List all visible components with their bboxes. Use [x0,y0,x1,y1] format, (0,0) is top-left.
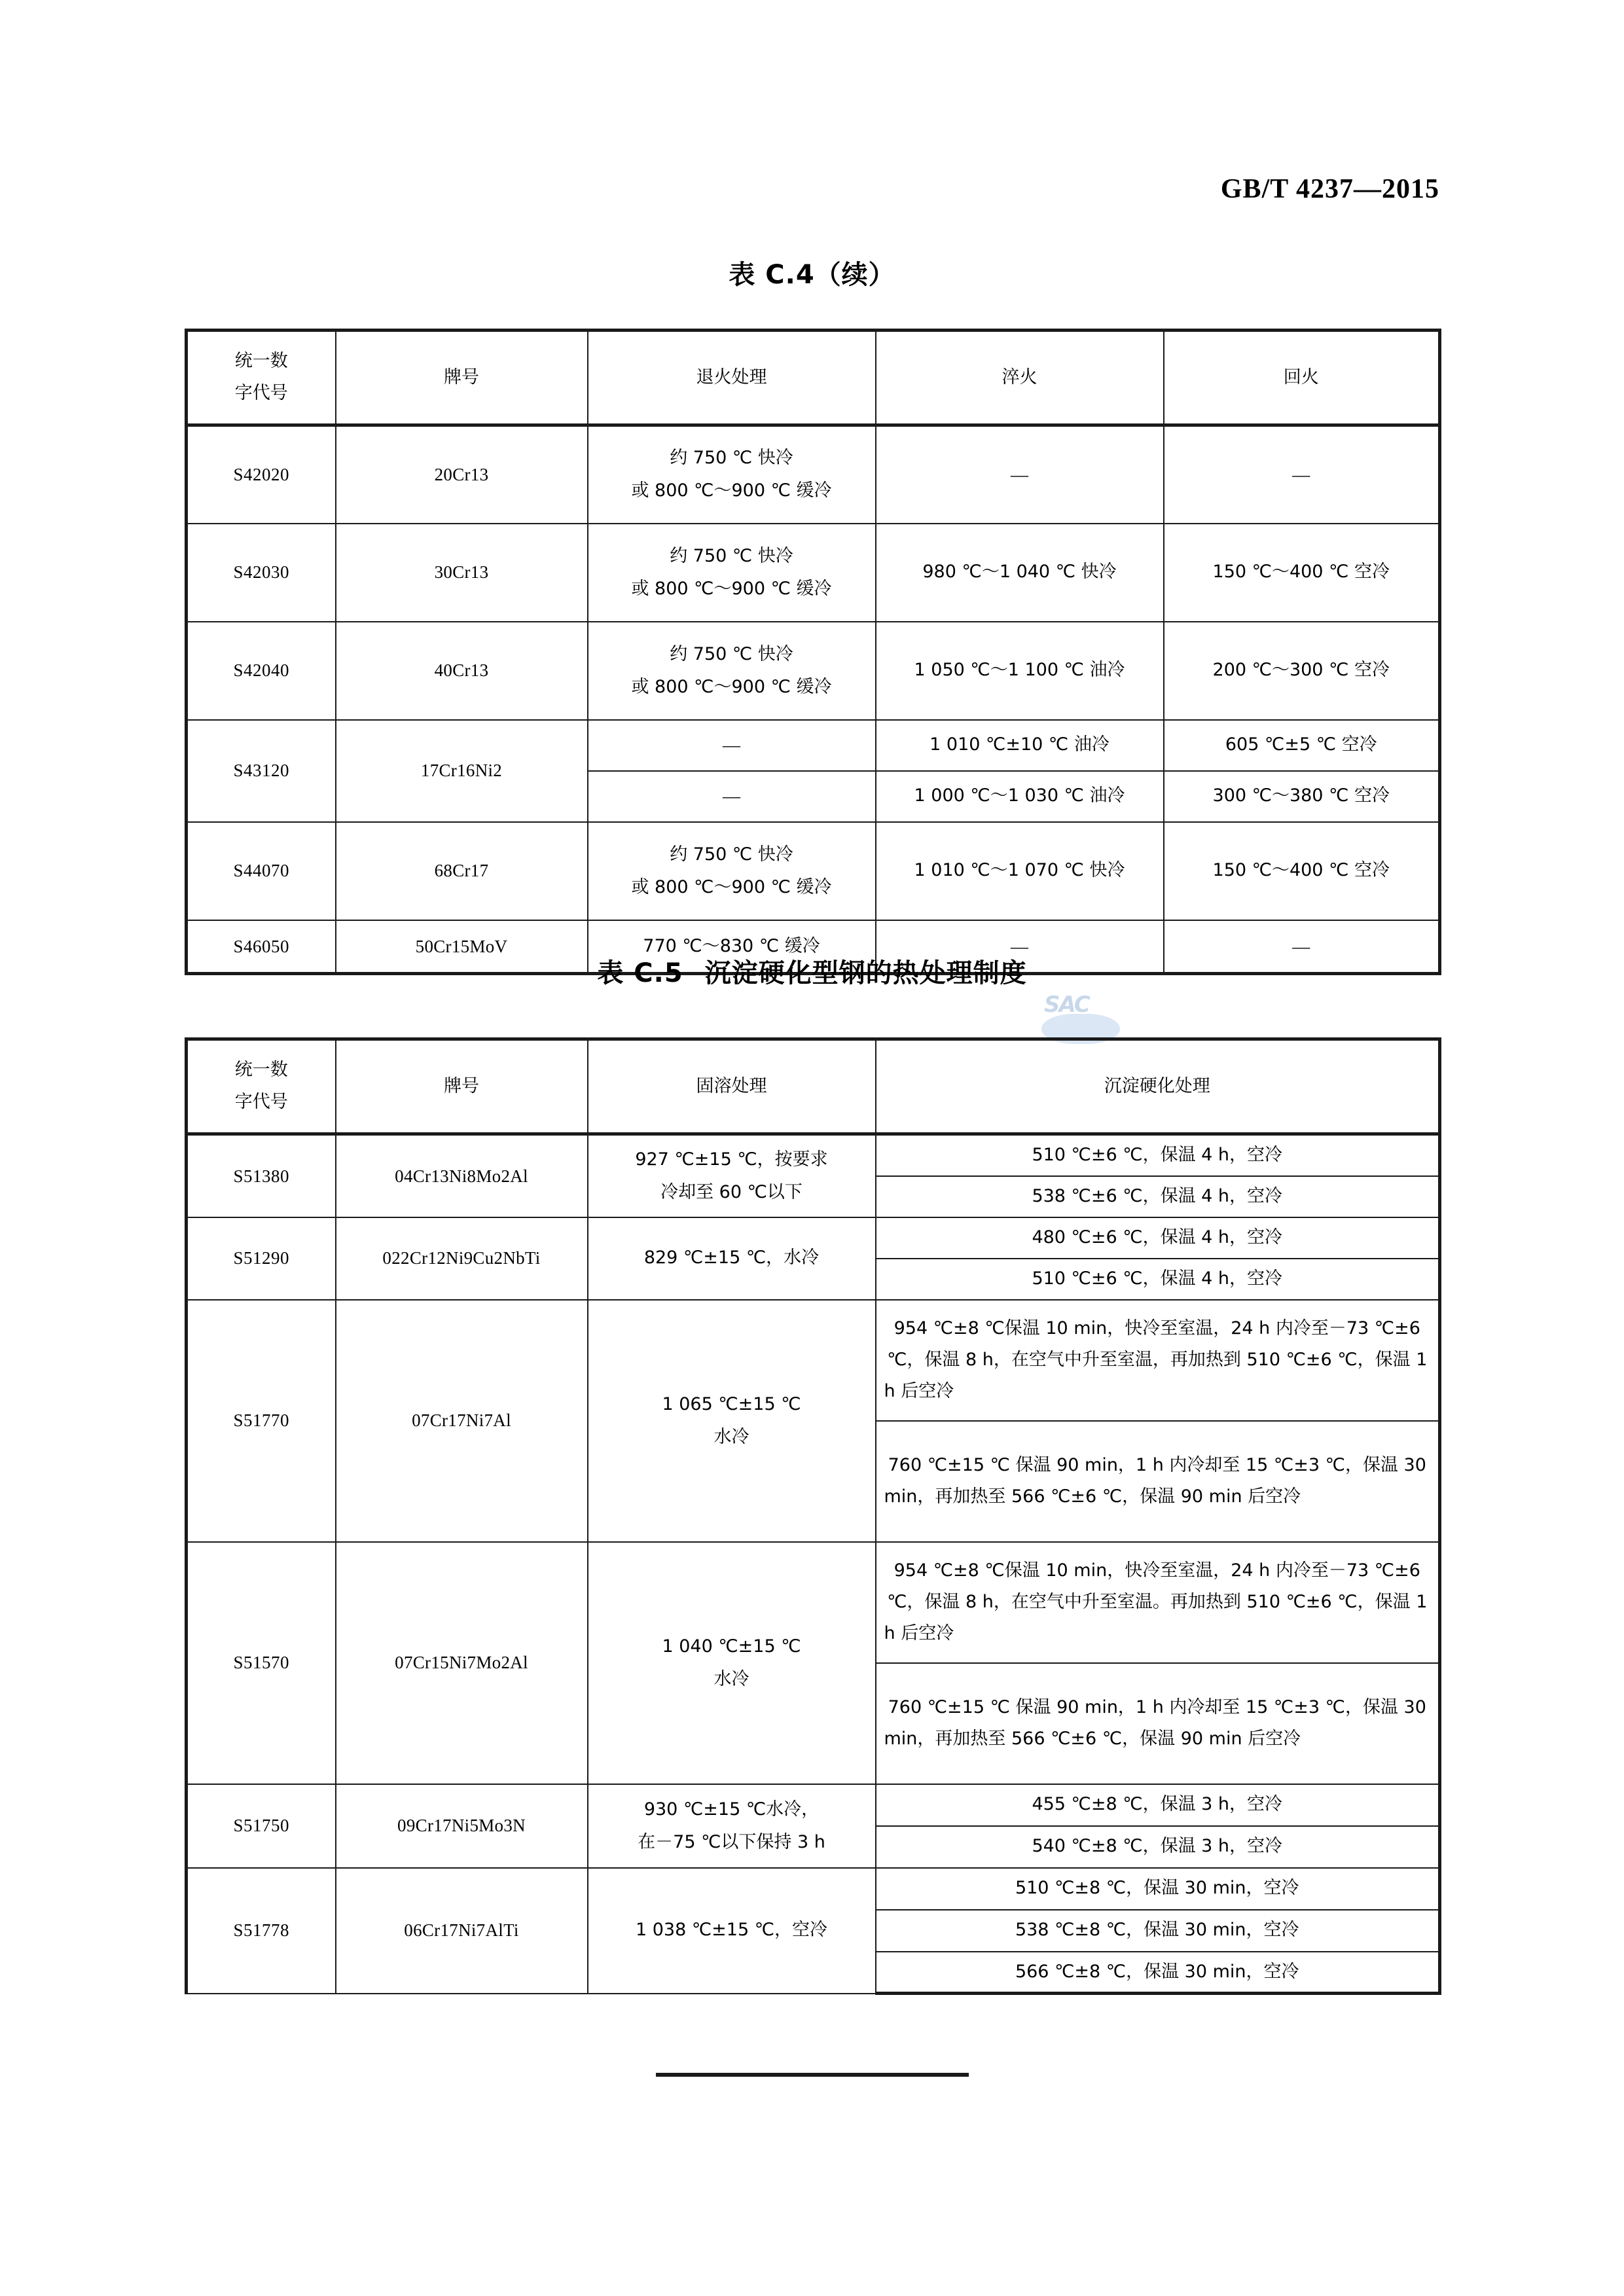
row-anneal: 约 750 ℃ 快冷 或 800 ℃～900 ℃ 缓冷 [588,622,876,720]
table-row [187,1542,1440,1663]
row-grade: 68Cr17 [336,822,588,920]
table-row [187,822,1440,920]
row-grade: 30Cr13 [336,524,588,622]
row-quench: — [876,920,1164,974]
table-c5-caption-title: 沉淀硬化型钢的热处理制度 [704,958,1027,988]
row-quench: 1 050 ℃～1 100 ℃ 油冷 [876,622,1164,720]
table-row [187,524,1440,622]
row-solution: 1 065 ℃±15 ℃ 水冷 [588,1300,876,1542]
row-quench: — [876,425,1164,524]
sac-watermark [1044,992,1116,1037]
page-header-standard-id: GB/T 4237—2015 [1220,174,1439,204]
table-c4-caption-number: 表 C.4 [729,260,815,290]
row-quench: 980 ℃～1 040 ℃ 快冷 [876,524,1164,622]
row-anneal: 约 750 ℃ 快冷 或 800 ℃～900 ℃ 缓冷 [588,822,876,920]
row-grade: 07Cr15Ni7Mo2Al [336,1542,588,1784]
row-anneal: 约 750 ℃ 快冷 或 800 ℃～900 ℃ 缓冷 [588,425,876,524]
table-c4-caption [0,254,1624,291]
row-temper: — [1164,425,1440,524]
table-c5-col-solution: 固溶处理 [588,1039,876,1134]
row-grade: 04Cr13Ni8Mo2Al [336,1134,588,1217]
row-solution: 927 ℃±15 ℃，按要求 冷却至 60 ℃以下 [588,1134,876,1217]
table-row [187,720,1440,771]
row-anneal: 约 750 ℃ 快冷 或 800 ℃～900 ℃ 缓冷 [588,524,876,622]
table-c5-col-grade: 牌号 [336,1039,588,1134]
table-row [187,1217,1440,1259]
row-temper: 300 ℃～380 ℃ 空冷 [1164,771,1440,822]
row-temper: 150 ℃～400 ℃ 空冷 [1164,524,1440,622]
row-code: S42030 [187,524,336,622]
row-solution: 829 ℃±15 ℃，水冷 [588,1217,876,1300]
row-precipitation: 760 ℃±15 ℃ 保温 90 min，1 h 内冷却至 15 ℃±3 ℃，保温 30 min，再加热至 566 ℃±6 ℃，保温 90 min 后空冷 [876,1421,1440,1542]
row-code: S51770 [187,1300,336,1542]
row-precipitation: 954 ℃±8 ℃保温 10 min，快冷至室温，24 h 内冷至－73 ℃±6 ℃，保温 8 h，在空气中升至室温。再加热到 510 ℃±6 ℃，保温 1 h 后空冷 [876,1542,1440,1663]
row-precipitation: 954 ℃±8 ℃保温 10 min，快冷至室温，24 h 内冷至－73 ℃±6 ℃，保温 8 h，在空气中升至室温，再加热到 510 ℃±6 ℃，保温 1 h 后空冷 [876,1300,1440,1421]
row-grade: 022Cr12Ni9Cu2NbTi [336,1217,588,1300]
row-temper: 150 ℃～400 ℃ 空冷 [1164,822,1440,920]
table-row [187,425,1440,524]
table-c5-col-code: 统一数 字代号 [187,1039,336,1134]
table-c4-col-temper: 回火 [1164,331,1440,425]
row-solution: 930 ℃±15 ℃水冷， 在－75 ℃以下保持 3 h [588,1784,876,1868]
table-c4-col-quench: 淬火 [876,331,1164,425]
table-c5-header-row [187,1039,1440,1134]
row-precipitation: 510 ℃±6 ℃，保温 4 h，空冷 [876,1134,1440,1176]
row-quench: 1 010 ℃±10 ℃ 油冷 [876,720,1164,771]
row-precipitation: 538 ℃±8 ℃，保温 30 min，空冷 [876,1910,1440,1952]
row-quench: 1 000 ℃～1 030 ℃ 油冷 [876,771,1164,822]
row-anneal: — [588,720,876,771]
table-c5-col-precipitation: 沉淀硬化处理 [876,1039,1440,1134]
row-code: S43120 [187,720,336,822]
table-row [187,1134,1440,1176]
table-c4 [185,329,1441,975]
row-precipitation: 538 ℃±6 ℃，保温 4 h，空冷 [876,1176,1440,1217]
row-anneal: 770 ℃～830 ℃ 缓冷 [588,920,876,974]
row-temper: 605 ℃±5 ℃ 空冷 [1164,720,1440,771]
table-row [187,622,1440,720]
table-c5-caption-number: 表 C.5 [597,958,683,988]
row-grade: 40Cr13 [336,622,588,720]
row-precipitation: 510 ℃±6 ℃，保温 4 h，空冷 [876,1259,1440,1300]
end-of-document-rule [656,2073,969,2077]
row-precipitation: 480 ℃±6 ℃，保温 4 h，空冷 [876,1217,1440,1259]
row-code: S51750 [187,1784,336,1868]
row-code: S44070 [187,822,336,920]
table-c4-header-row [187,331,1440,425]
row-code: S42020 [187,425,336,524]
row-temper: 200 ℃～300 ℃ 空冷 [1164,622,1440,720]
table-c4-col-anneal: 退火处理 [588,331,876,425]
table-row [187,1300,1440,1421]
row-grade: 20Cr13 [336,425,588,524]
row-grade: 17Cr16Ni2 [336,720,588,822]
row-grade: 50Cr15MoV [336,920,588,974]
row-precipitation: 566 ℃±8 ℃，保温 30 min，空冷 [876,1952,1440,1994]
row-precipitation: 510 ℃±8 ℃，保温 30 min，空冷 [876,1868,1440,1910]
row-anneal: — [588,771,876,822]
table-row [187,1784,1440,1826]
row-precipitation: 455 ℃±8 ℃，保温 3 h，空冷 [876,1784,1440,1826]
row-code: S42040 [187,622,336,720]
row-code: S51380 [187,1134,336,1217]
row-code: S46050 [187,920,336,974]
table-c5-caption [0,952,1624,990]
table-c4-col-code: 统一数 字代号 [187,331,336,425]
row-code: S51778 [187,1868,336,1994]
row-precipitation: 760 ℃±15 ℃ 保温 90 min，1 h 内冷却至 15 ℃±3 ℃，保温 30 min，再加热至 566 ℃±6 ℃，保温 90 min 后空冷 [876,1663,1440,1784]
row-temper: — [1164,920,1440,974]
table-c4-col-grade: 牌号 [336,331,588,425]
row-grade: 07Cr17Ni7Al [336,1300,588,1542]
table-c4-caption-suffix: （续） [814,260,895,290]
row-code: S51570 [187,1542,336,1784]
row-code: S51290 [187,1217,336,1300]
row-grade: 09Cr17Ni5Mo3N [336,1784,588,1868]
row-precipitation: 540 ℃±8 ℃，保温 3 h，空冷 [876,1826,1440,1868]
row-solution: 1 040 ℃±15 ℃ 水冷 [588,1542,876,1784]
table-row [187,1868,1440,1910]
watermark-text: SAC [1044,992,1089,1018]
row-solution: 1 038 ℃±15 ℃，空冷 [588,1868,876,1994]
row-grade: 06Cr17Ni7AlTi [336,1868,588,1994]
row-quench: 1 010 ℃～1 070 ℃ 快冷 [876,822,1164,920]
table-c5 [185,1037,1441,1995]
